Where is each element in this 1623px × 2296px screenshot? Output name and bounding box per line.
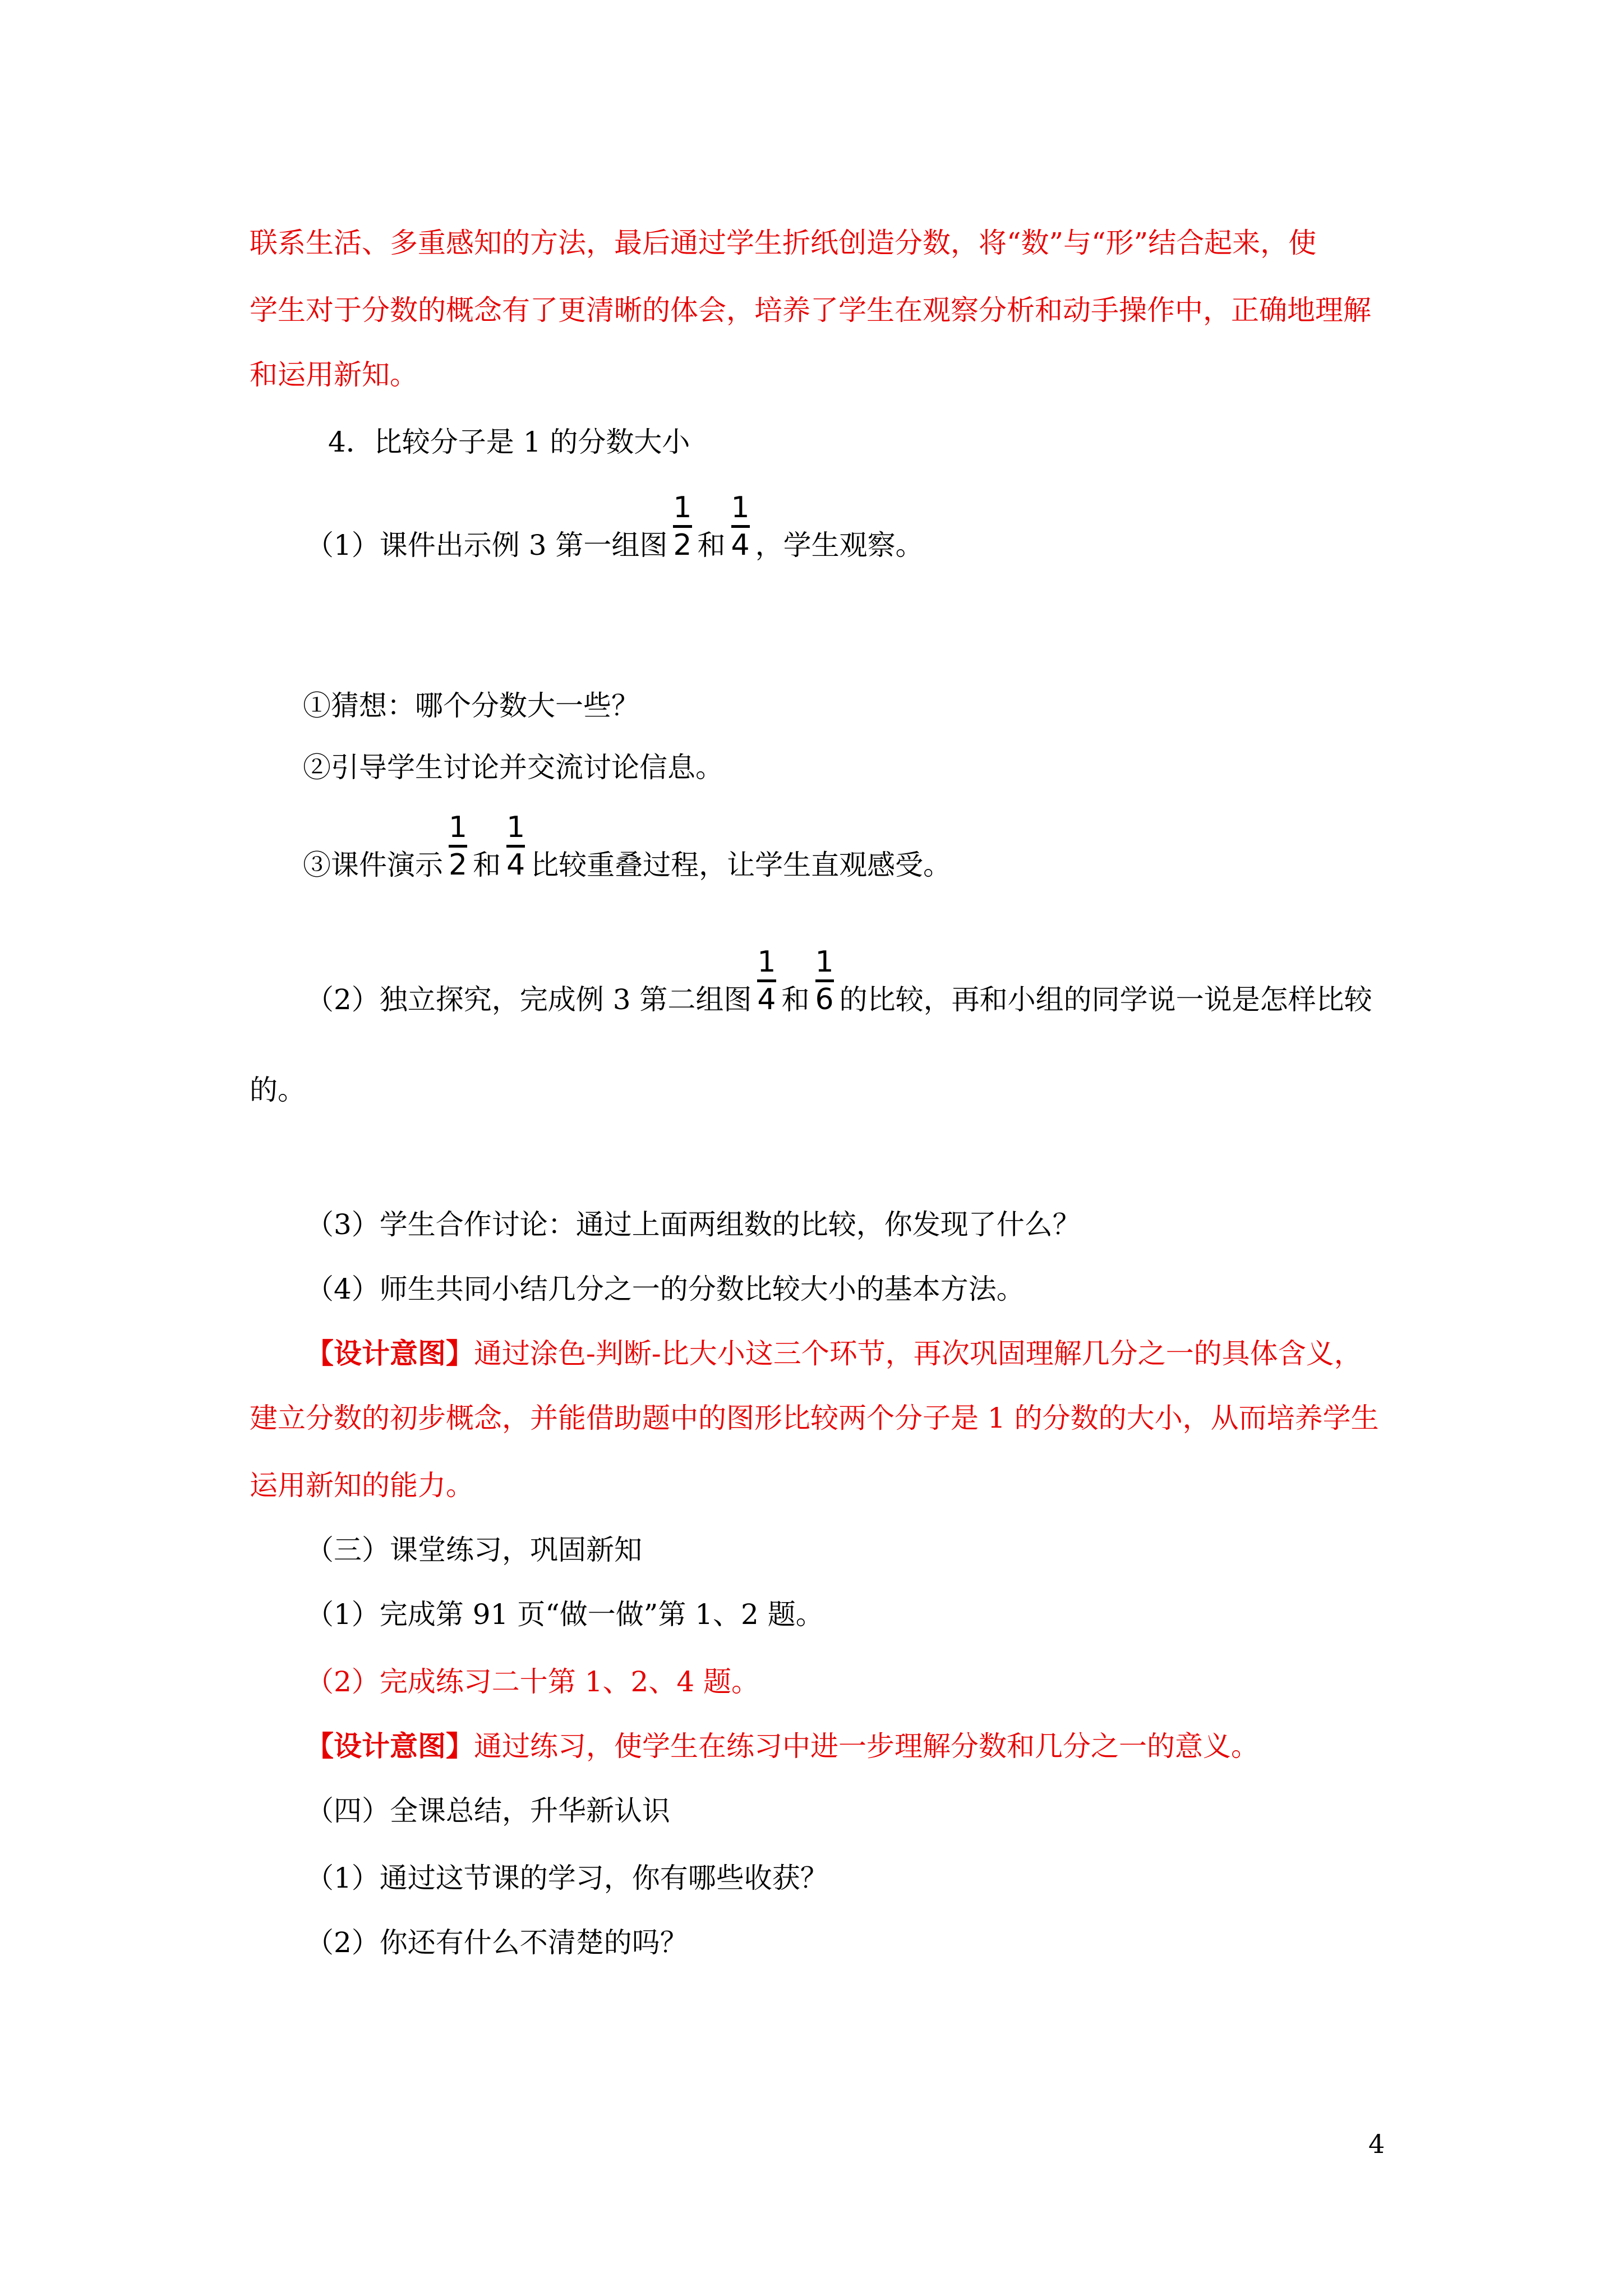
exercise-item: （1）完成第 91 页“做一做”第 1、2 题。 [306, 1598, 824, 1631]
question-text: ，学生观察。 [755, 529, 924, 562]
paragraph-line: 学生对于分数的概念有了更清晰的体会，培养了学生在观察分析和动手操作中，正确地理解 [250, 294, 1371, 326]
conjunction: 和 [473, 849, 501, 881]
paragraph-line: 运用新知的能力。 [250, 1469, 474, 1502]
summary-item: （2）你还有什么不清楚的吗？ [306, 1926, 688, 1959]
fraction-one-half: 1 2 [673, 491, 692, 562]
design-intent-tag: 【设计意图】 [306, 1729, 474, 1763]
exercise-item: （2）完成练习二十第 1、2、4 题。 [306, 1665, 760, 1698]
section-heading: （三）课堂练习，巩固新知 [306, 1534, 642, 1566]
question-line [306, 491, 1444, 572]
list-item: ②引导学生讨论并交流讨论信息。 [303, 751, 723, 784]
design-intent-line [306, 1335, 1444, 1372]
question-line: （3）学生合作讨论：通过上面两组数的比较，你发现了什么？ [306, 1208, 1081, 1241]
fraction-one-quarter: 1 4 [731, 491, 750, 562]
question-text: 的比较，再和小组的同学说一说是怎样比较 [839, 983, 1372, 1016]
design-intent-text: 通过练习，使学生在练习中进一步理解分数和几分之一的意义。 [474, 1730, 1259, 1763]
design-intent-line [306, 1728, 1444, 1765]
question-line [306, 945, 1444, 1027]
section-heading: （四）全课总结，升华新认识 [306, 1795, 670, 1827]
paragraph-line: 联系生活、多重感知的方法，最后通过学生折纸创造分数，将“数”与“形”结合起来，使 [250, 227, 1317, 259]
conjunction: 和 [697, 529, 726, 562]
list-item-text: ③课件演示 [303, 849, 443, 881]
paragraph-line: 的。 [250, 1074, 306, 1106]
page-number: 4 [1368, 2129, 1385, 2159]
question-line: （4）师生共同小结几分之一的分数比较大小的基本方法。 [306, 1273, 1025, 1305]
list-item [303, 813, 1441, 892]
design-intent-tag: 【设计意图】 [306, 1337, 474, 1370]
fraction-one-half: 1 2 [449, 811, 468, 882]
summary-item: （1）通过这节课的学习，你有哪些收获？ [306, 1862, 828, 1894]
question-text: （2）独立探究，完成例 3 第二组图 [306, 983, 752, 1016]
fraction-one-quarter: 1 4 [506, 811, 525, 882]
paragraph-line: 和运用新知。 [250, 358, 418, 391]
section-heading: 4．比较分子是 1 的分数大小 [328, 426, 690, 458]
list-item-text: 比较重叠过程，让学生直观感受。 [531, 849, 952, 881]
design-intent-text: 通过涂色-判断-比大小这三个环节，再次巩固理解几分之一的具体含义， [474, 1337, 1362, 1370]
fraction-one-sixth: 1 6 [815, 945, 834, 1016]
question-text: （1）课件出示例 3 第一组图 [306, 529, 668, 562]
conjunction: 和 [781, 983, 810, 1016]
list-item: ①猜想：哪个分数大一些？ [303, 689, 639, 722]
fraction-one-quarter: 1 4 [757, 945, 776, 1016]
paragraph-line: 建立分数的初步概念，并能借助题中的图形比较两个分子是 1 的分数的大小，从而培养学生 [250, 1402, 1379, 1434]
